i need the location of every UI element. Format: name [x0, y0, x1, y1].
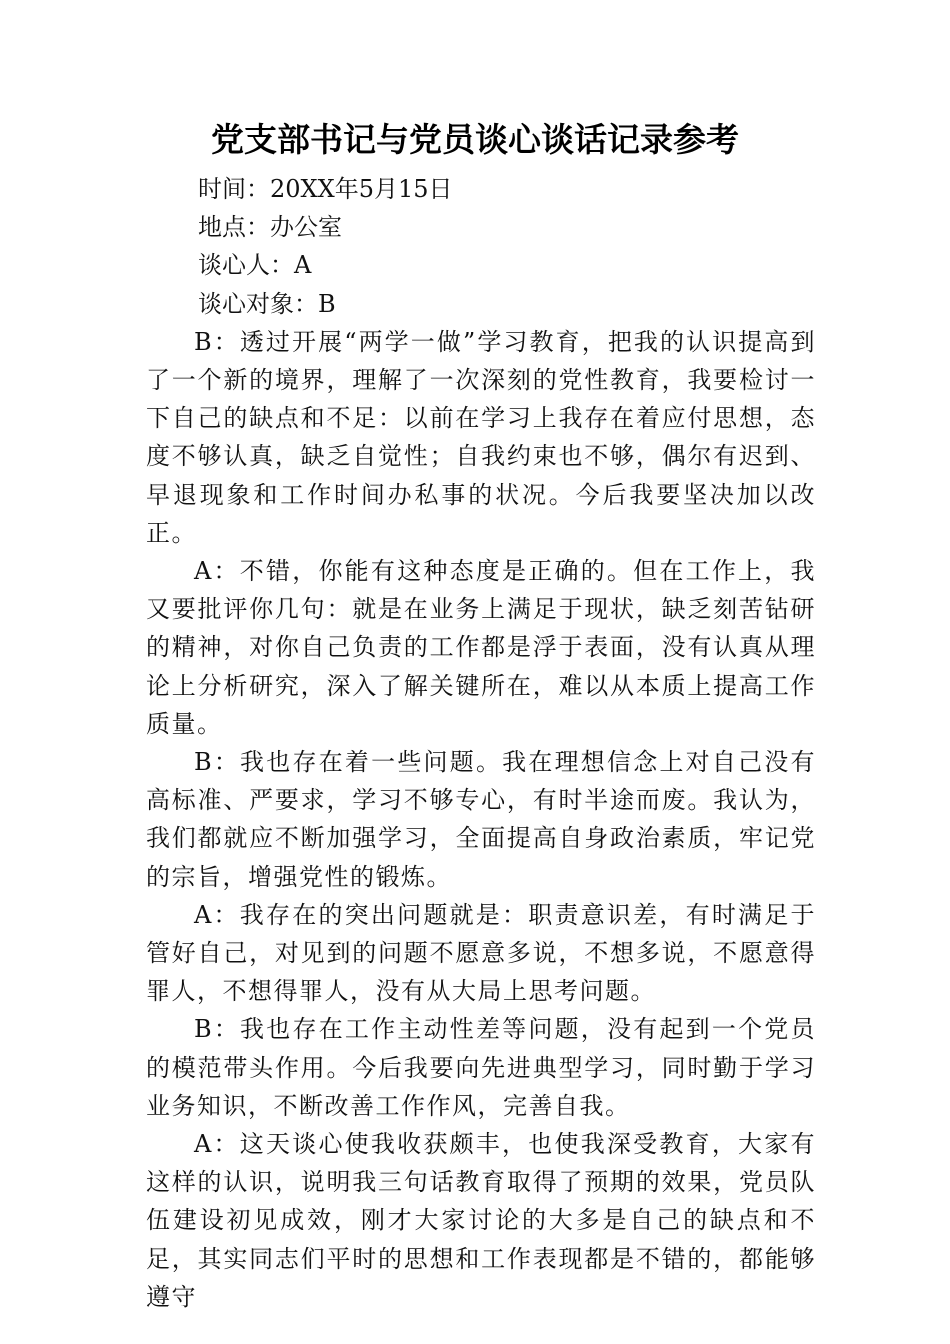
paragraph: B：透过开展“两学一做”学习教育，把我的认识提高到了一个新的境界，理解了一次深刻的党性教育，我要检讨一下自己的缺点和不足：以前在学习上我存在着应付思想，态度不够认真，缺乏自觉性；自我约束也不够，偶尔有迟到、早退现象和工作时间办私事的状况。今后我要坚决加以改正。 — [146, 327, 816, 547]
meta-interviewee: 谈心对象：B — [198, 289, 336, 318]
document-title: 党支部书记与党员谈心谈话记录参考 — [211, 120, 739, 159]
document-body — [146, 170, 816, 1316]
meta-interviewer: 谈心人：A — [198, 251, 312, 280]
meta-location: 地点：办公室 — [198, 213, 342, 242]
paragraph: A：我存在的突出问题就是：职责意识差，有时满足于管好自己，对见到的问题不愿意多说，不想多说，不愿意得罪人，不想得罪人，没有从大局上思考问题。 — [146, 900, 816, 1006]
paragraph: B：我也存在工作主动性差等问题，没有起到一个党员的模范带头作用。今后我要向先进典型学习，同时勤于学习业务知识，不断改善工作作风，完善自我。 — [146, 1015, 816, 1120]
meta-time: 时间：20XX年5月15日 — [198, 175, 453, 203]
paragraph: B：我也存在着一些问题。我在理想信念上对自己没有高标准、严要求，学习不够专心，有时半途而废。我认为，我们都就应不断加强学习，全面提高自身政治素质，牢记党的宗旨，增强党性的锻炼。 — [146, 748, 816, 891]
paragraph: A：不错，你能有这种态度是正确的。但在工作上，我又要批评你几句：就是在业务上满足于现状，缺乏刻苦钻研的精神，对你自己负责的工作都是浮于表面，没有认真从理论上分析研究，深入了解关键所在，难以从本质上提高工作质量。 — [146, 557, 816, 738]
paragraph: A：这天谈心使我收获颇丰，也使我深受教育，大家有这样的认识，说明我三句话教育取得了预期的效果，党员队伍建设初见成效，刚才大家讨论的大多是自己的缺点和不足，其实同志们平时的思想和工作表现都是不错的，都能够遵守 — [146, 1130, 816, 1311]
